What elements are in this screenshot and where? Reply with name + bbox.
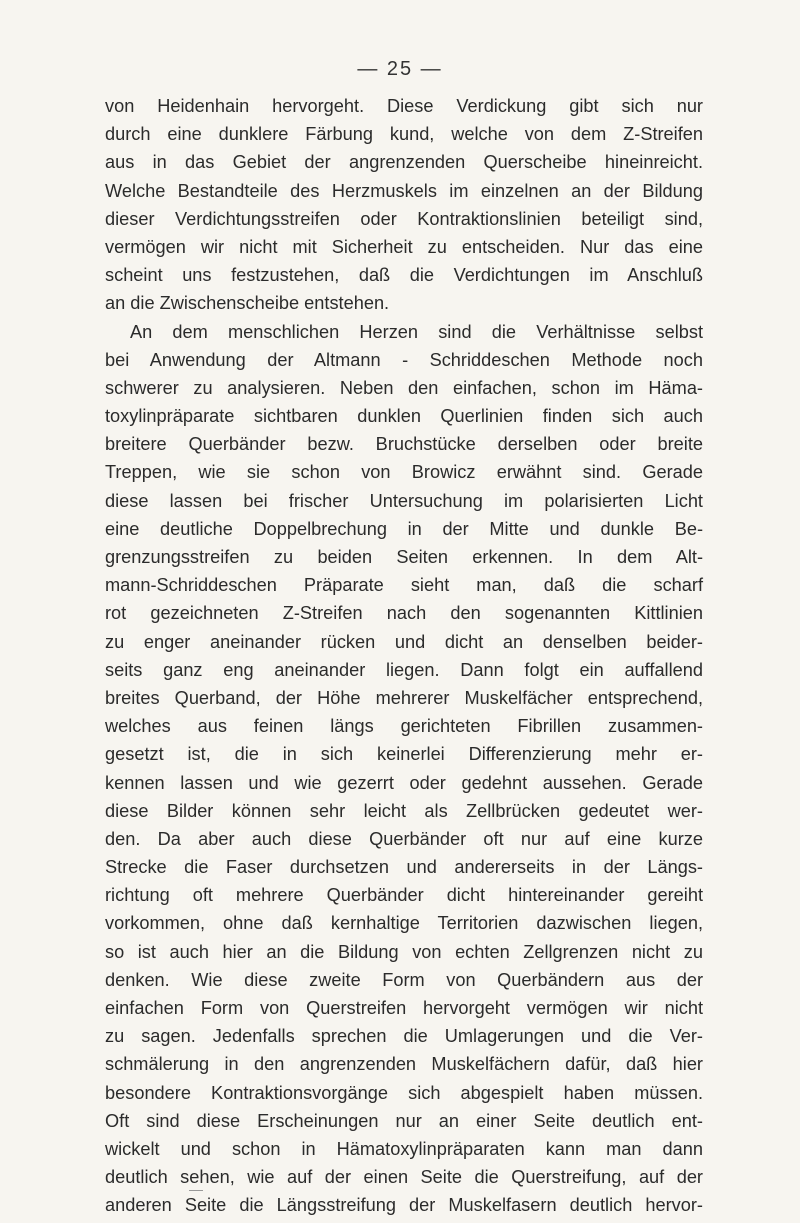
text-line: gesetzt ist, die in sich keinerlei Differenzierung mehr er-: [105, 744, 703, 765]
text-line: kennen lassen und wie gezerrt oder gedehnt aussehen. Gerade: [105, 772, 703, 793]
text-line: scheint uns festzustehen, daß die Verdichtungen im Anschluß: [105, 265, 703, 286]
text-line: seits ganz eng aneinander liegen. Dann folgt ein auffallend: [105, 659, 703, 680]
text-line: grenzungsstreifen zu beiden Seiten erkennen. In dem Alt-: [105, 547, 703, 567]
text-line: breites Querband, der Höhe mehrerer Muskelfächer entsprechend,: [105, 687, 703, 708]
body-text: [105, 92, 703, 1220]
text-line: welches aus feinen längs gerichteten Fibrillen zusammen-: [105, 716, 703, 737]
text-line: wickelt und schon in Hämatoxylinpräparaten kann man dann: [105, 1138, 703, 1159]
text-line: dieser Verdichtungsstreifen oder Kontraktionslinien beteiligt sind,: [105, 208, 703, 229]
text-line: durch eine dunklere Färbung kund, welche von dem Z-Streifen: [105, 124, 703, 145]
text-line: aus in das Gebiet der angrenzenden Querscheibe hineinreicht.: [105, 152, 703, 173]
text-line: den. Da aber auch diese Querbänder oft nur auf eine kurze: [105, 828, 703, 849]
text-line: eine deutliche Doppelbrechung in der Mitte und dunkle Be-: [105, 518, 703, 539]
text-line: schwerer zu analysieren. Neben den einfachen, schon im Häma-: [105, 377, 703, 398]
text-line: von Heidenhain hervorgeht. Diese Verdickung gibt sich nur: [105, 96, 703, 116]
text-line: an die Zwischenscheibe entstehen.: [105, 293, 390, 314]
printer-mark: [189, 1190, 203, 1191]
text-line: diese Bilder können sehr leicht als Zellbrücken gedeutet wer-: [105, 800, 703, 821]
text-line: schmälerung in den angrenzenden Muskelfächern dafür, daß hier: [105, 1054, 703, 1075]
text-line: vermögen wir nicht mit Sicherheit zu entscheiden. Nur das eine: [105, 236, 703, 257]
text-line: anderen Seite die Längsstreifung der Muskelfasern deutlich hervor-: [105, 1195, 703, 1216]
text-line: Treppen, wie sie schon von Browicz erwähnt sind. Gerade: [105, 462, 703, 483]
text-line: toxylinpräparate sichtbaren dunklen Querlinien finden sich auch: [105, 406, 703, 427]
text-line: rot gezeichneten Z-Streifen nach den sogenannten Kittlinien: [105, 603, 703, 624]
text-line: breitere Querbänder bezw. Bruchstücke derselben oder breite: [105, 434, 703, 455]
text-line: mann-Schriddeschen Präparate sieht man, daß die scharf: [105, 575, 703, 596]
text-line: vorkommen, ohne daß kernhaltige Territorien dazwischen liegen,: [105, 913, 703, 934]
text-line: deutlich sehen, wie auf der einen Seite die Querstreifung, auf der: [105, 1167, 703, 1188]
text-line: so ist auch hier an die Bildung von echten Zellgrenzen nicht zu: [105, 941, 703, 962]
text-line: diese lassen bei frischer Untersuchung im polarisierten Licht: [105, 490, 703, 511]
text-line: Oft sind diese Erscheinungen nur an einer Seite deutlich ent-: [105, 1110, 703, 1131]
text-line: einfachen Form von Querstreifen hervorgeht vermögen wir nicht: [105, 998, 703, 1018]
text-line: denken. Wie diese zweite Form von Querbändern aus der: [105, 969, 703, 990]
text-line: richtung oft mehrere Querbänder dicht hintereinander gereiht: [105, 885, 703, 906]
text-line: bei Anwendung der Altmann - Schriddeschen Methode noch: [105, 349, 703, 370]
page-number: — 25 —: [357, 58, 443, 80]
text-line: zu sagen. Jedenfalls sprechen die Umlagerungen und die Ver-: [105, 1026, 703, 1047]
text-line: An dem menschlichen Herzen sind die Verhältnisse selbst: [130, 321, 703, 342]
text-line: besondere Kontraktionsvorgänge sich abgespielt haben müssen.: [105, 1082, 703, 1103]
text-line: Welche Bestandteile des Herzmuskels im einzelnen an der Bildung: [105, 180, 703, 201]
text-line: Strecke die Faser durchsetzen und andererseits in der Längs-: [105, 857, 703, 878]
text-line: zu enger aneinander rücken und dicht an denselben beider-: [105, 631, 703, 652]
